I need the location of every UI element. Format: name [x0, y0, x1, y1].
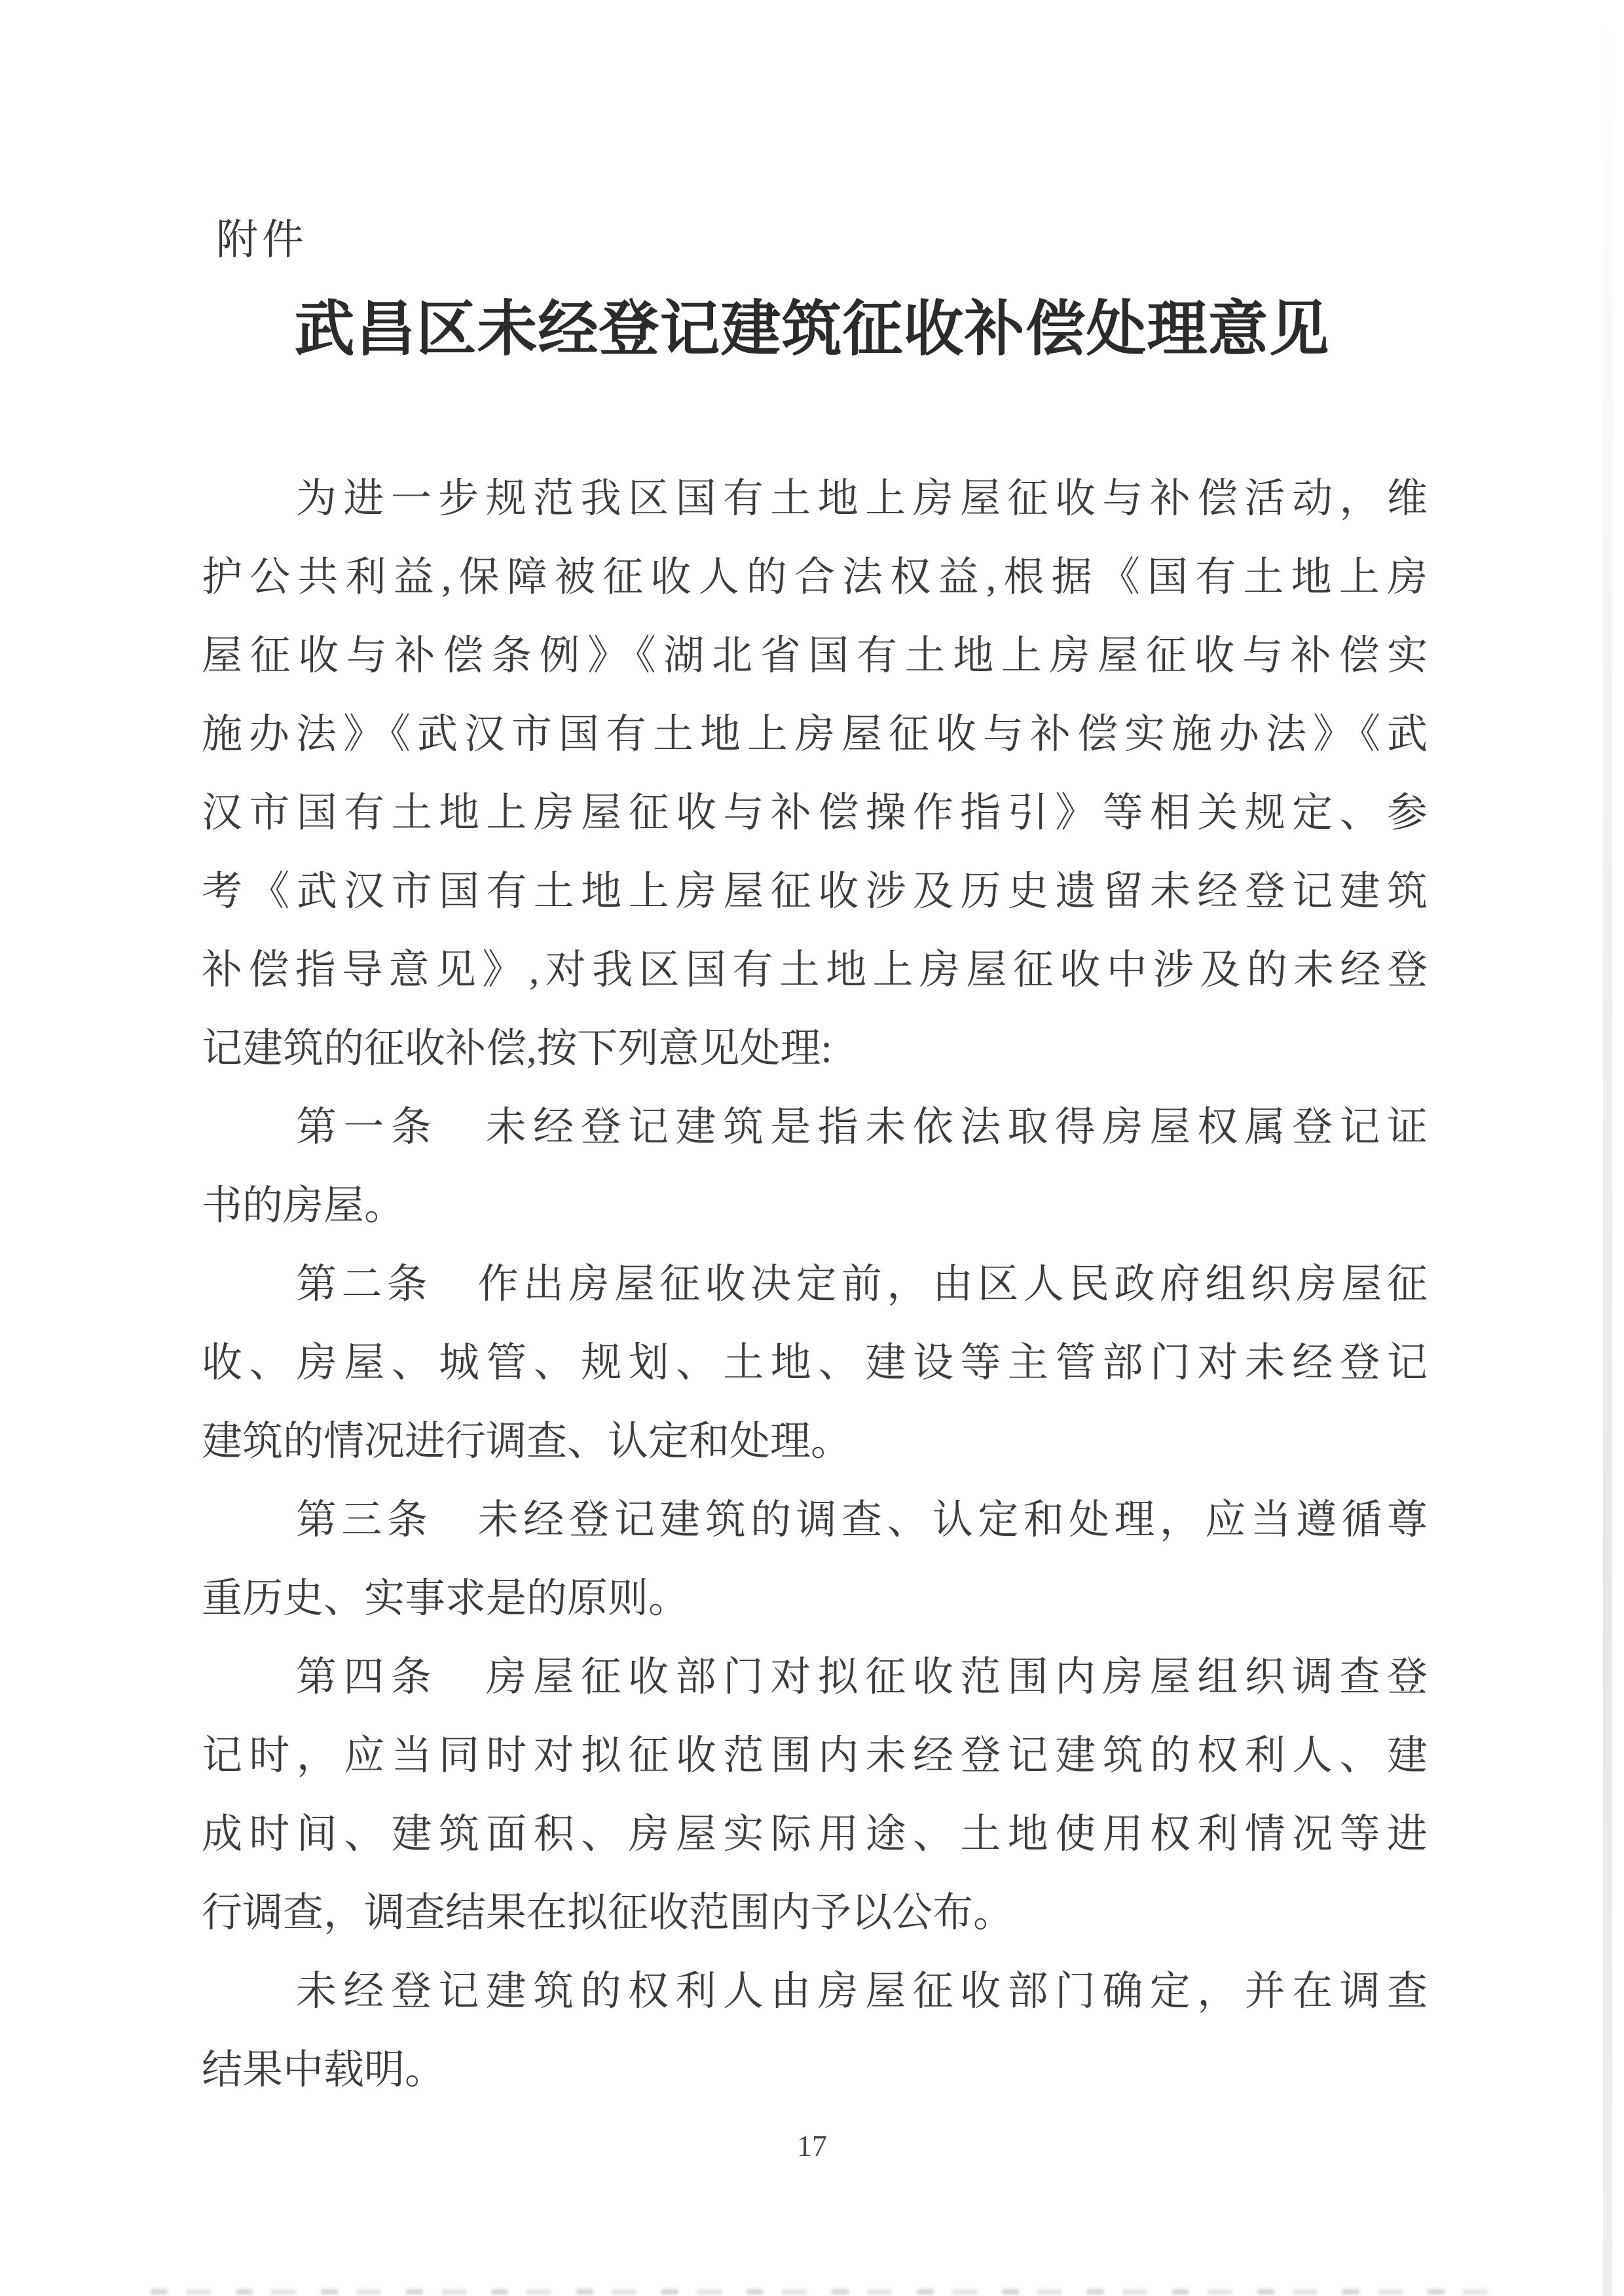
text-line: 护公共利益,保障被征收人的合法权益,根据《国有土地上房 [202, 555, 1428, 600]
text-line: 书的房屋。 [202, 1184, 405, 1228]
text-line: 记时，应当同时对拟征收范围内未经登记建筑的权利人、建 [202, 1734, 1428, 1778]
document-body [202, 460, 1428, 2109]
text-line: 重历史、实事求是的原则。 [202, 1576, 690, 1621]
document-title: 武昌区未经登记建筑征收补偿处理意见 [294, 296, 1330, 363]
text-line: 第一条 未经登记建筑是指未依法取得房屋权属登记证 [296, 1105, 1428, 1150]
attachment-label: 附件 [216, 217, 308, 263]
text-line: 第三条 未经登记建筑的调查、认定和处理，应当遵循尊 [296, 1498, 1428, 1542]
text-line: 建筑的情况进行调查、认定和处理。 [202, 1419, 852, 1464]
text-line: 行调查，调查结果在拟征收范围内予以公布。 [202, 1891, 1014, 1935]
text-line: 未经登记建筑的权利人由房屋征收部门确定，并在调查 [296, 1969, 1428, 2014]
text-line: 为进一步规范我区国有土地上房屋征收与补偿活动，维 [296, 477, 1428, 521]
text-line: 施办法》《武汉市国有土地上房屋征收与补偿实施办法》《武 [202, 712, 1428, 757]
text-line: 考《武汉市国有土地上房屋征收涉及历史遗留未经登记建筑 [202, 869, 1428, 914]
text-line: 记建筑的征收补偿,按下列意见处理: [202, 1027, 832, 1071]
scan-artifact-bleed-bottom [151, 2289, 1493, 2295]
text-line: 汉市国有土地上房屋征收与补偿操作指引》等相关规定、参 [202, 791, 1428, 835]
text-line: 第二条 作出房屋征收决定前，由区人民政府组织房屋征 [296, 1262, 1428, 1307]
text-line: 结果中载明。 [202, 2048, 446, 2092]
text-line: 第四条 房屋征收部门对拟征收范围内房屋组织调查登 [296, 1655, 1428, 1700]
page-number: 17 [797, 2129, 827, 2162]
text-line: 屋征收与补偿条例》《湖北省国有土地上房屋征收与补偿实 [202, 634, 1428, 678]
text-line: 成时间、建筑面积、房屋实际用途、土地使用权利情况等进 [202, 1812, 1428, 1857]
text-line: 收、房屋、城管、规划、土地、建设等主管部门对未经登记 [202, 1341, 1428, 1385]
text-line: 补偿指导意见》,对我区国有土地上房屋征收中涉及的未经登 [202, 948, 1428, 993]
